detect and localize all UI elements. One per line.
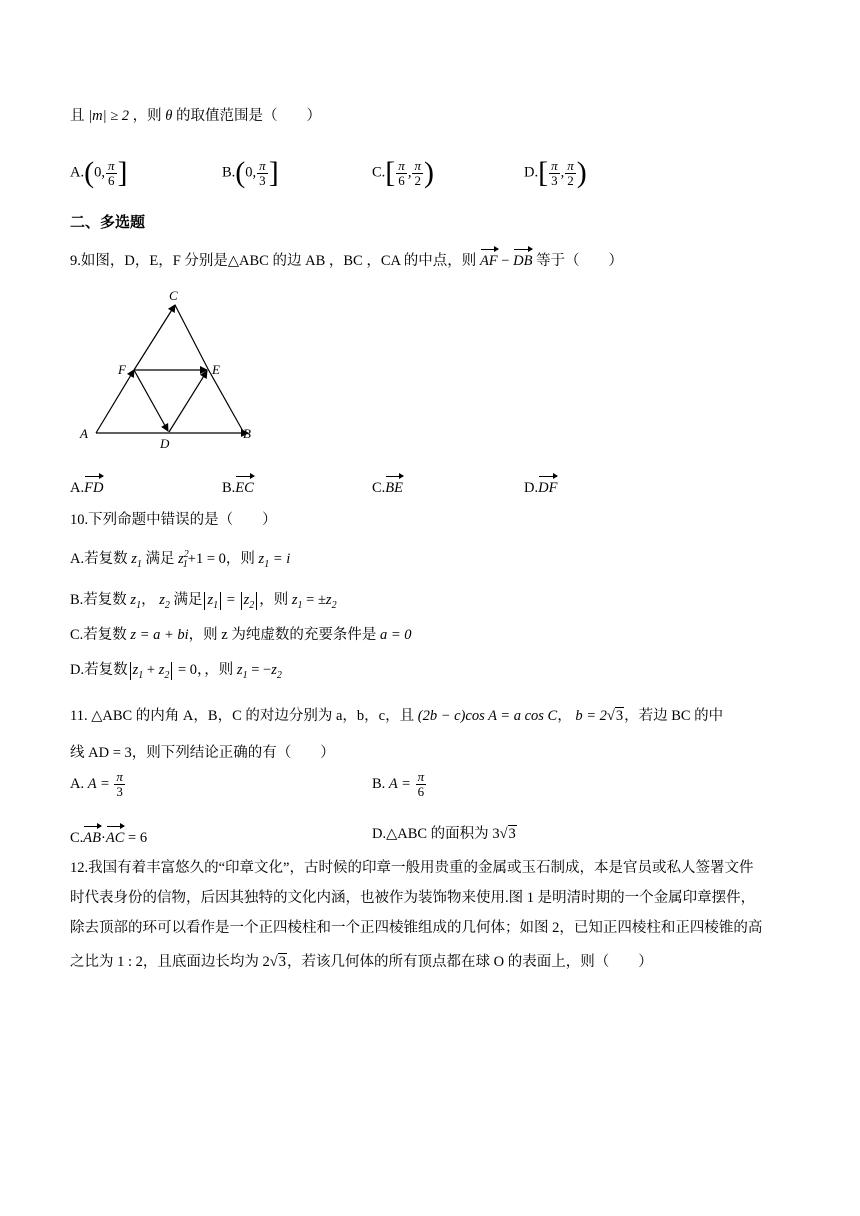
z2: $z_2$ — [271, 662, 282, 681]
q12-text: ，若该几何体的所有顶点都在球 O 的表面上，则（ ） — [287, 954, 653, 970]
ratio: 1 : 2 — [117, 954, 143, 970]
option-label: D. — [524, 480, 539, 496]
label-b: B — [243, 426, 251, 441]
q11-option-c[interactable] — [70, 824, 147, 848]
q11-equation: (2b − c)cos A = a cos C — [417, 708, 558, 724]
numerator: π — [414, 157, 421, 173]
denominator: 3 — [551, 172, 558, 188]
q9-option-a[interactable] — [70, 474, 103, 498]
denominator: 2 — [567, 172, 574, 188]
q12-text: 之比为 — [70, 954, 114, 970]
abs-bar — [204, 592, 205, 610]
segment-af — [96, 370, 134, 433]
vector-ac: AC — [106, 824, 125, 848]
q8-option-c[interactable]: C.[ $\frac{\pi}{6}$ , $\frac{\pi}{2}$ ) — [372, 156, 434, 189]
q8-condition: |m| ≥ 2 — [88, 108, 130, 124]
close-bracket: ] — [117, 156, 128, 189]
q9-number: 9. — [70, 253, 81, 269]
option-label: D. — [524, 164, 539, 181]
open-bracket: [ — [385, 156, 396, 189]
option-text: ，则 — [259, 592, 289, 608]
option-text: ，则 — [204, 662, 234, 678]
dot-product: · — [101, 830, 106, 846]
open-paren: ( — [84, 156, 95, 189]
vector-af: AF — [480, 247, 498, 271]
side-coefficient: 2 — [262, 954, 270, 970]
q8-option-b[interactable]: B.(0, $\frac{\pi}{3}$ ] — [222, 156, 279, 189]
numerator: π — [107, 157, 115, 173]
segment-eb — [208, 369, 244, 433]
option-label: C. — [372, 164, 386, 181]
q9-text: 如图，D，E，F 分别是△ABC 的边 AB ，BC ，CA 的中点，则 — [80, 253, 477, 269]
sqrt-sign: √ — [606, 708, 615, 724]
area-coefficient: 3 — [492, 826, 500, 842]
z2: $z_2$ — [158, 662, 170, 681]
denominator: 2 — [414, 172, 421, 188]
sqrt-radicand: 3 — [508, 826, 516, 842]
section-title: 二、多选题 — [70, 213, 146, 231]
abs-bar — [256, 592, 257, 610]
interval-low: 0 — [94, 164, 102, 181]
option-label: A. — [70, 775, 85, 792]
z1: $z_1$ — [291, 592, 303, 611]
q8-option-d[interactable]: D.[ $\frac{\pi}{3}$ , $\frac{\pi}{2}$ ) — [524, 156, 587, 189]
numerator: π — [567, 157, 574, 173]
q11-stem-line1 — [70, 706, 723, 726]
q8-stem-prefix: 且 — [70, 108, 85, 124]
fraction — [549, 159, 560, 188]
q9-stem — [70, 247, 623, 271]
option-text: D.△ABC 的面积为 — [372, 826, 489, 842]
q8-stem — [70, 106, 321, 126]
option-label: C. — [70, 830, 84, 846]
segment-fc — [134, 305, 175, 370]
segment-fd — [134, 370, 168, 431]
q9-option-b[interactable] — [222, 474, 254, 498]
fraction — [114, 770, 125, 799]
close-bracket: ] — [268, 156, 279, 189]
fraction — [396, 159, 407, 188]
q9-option-d[interactable] — [524, 474, 557, 498]
denominator: 6 — [398, 172, 405, 188]
option-label: A. — [70, 480, 85, 496]
z1: $z_1$ — [236, 662, 248, 681]
result: a = 0 — [379, 627, 412, 643]
label-e: E — [212, 362, 220, 377]
abs-bar — [241, 592, 242, 610]
q9-text-end: 等于（ ） — [536, 253, 624, 269]
q8-theta: θ — [165, 108, 173, 124]
segment-de — [169, 371, 207, 432]
option-label: B. — [222, 164, 236, 181]
option-expr: A = — [87, 775, 110, 792]
option-text: 满足 — [145, 550, 175, 567]
q12-line3: 除去顶部的环可以看作是一个正四棱柱和一个正四棱锥组成的几何体；如图 2，已知正四棱柱和正四棱锥的高 — [70, 920, 763, 936]
fraction — [416, 770, 427, 799]
z2: $z_2$ — [325, 592, 337, 611]
z1: $z_1$ — [258, 550, 270, 570]
numerator: π — [417, 769, 425, 784]
q11-text: 11. △ABC 的内角 A，B，C 的对边分别为 a，b，c，且 — [70, 708, 415, 724]
open-bracket: [ — [538, 156, 549, 189]
z1: $z_1$ — [130, 592, 142, 611]
q12-text: ，且底面边长均为 — [142, 954, 259, 970]
option-label: C. — [372, 480, 386, 496]
q8-option-a[interactable]: A.(0, $\frac{\pi}{6}$ ] — [70, 156, 128, 189]
label-f: F — [118, 362, 126, 377]
vector-ab: AB — [83, 824, 101, 848]
q12-line1: 12.我国有着丰富悠久的“印章文化”，古时候的印章一般用贵重的金属或玉石制成，本是官员或私人签署文件 — [70, 860, 754, 876]
option-text: A.若复数 — [70, 550, 128, 567]
label-c: C — [169, 288, 178, 303]
result: = ± — [306, 592, 326, 608]
fraction — [412, 159, 423, 188]
q8-stem-mid: ，则 — [132, 108, 162, 124]
sqrt-sign: √ — [269, 954, 278, 970]
close-paren: ) — [423, 156, 434, 189]
option-text: D.若复数 — [70, 662, 128, 678]
option-text: 满足 — [173, 592, 203, 608]
q10-option-d[interactable]: D.若复数 $z_1 + z_2 = 0$，，则 $z_1 = -z_2$ — [70, 662, 282, 681]
complex-expr: z = a + bi — [130, 627, 189, 643]
z1: $z_1$ — [207, 592, 219, 611]
numerator: π — [116, 769, 123, 784]
q10-option-c[interactable] — [70, 625, 412, 645]
q11-text: ，若边 BC 的中 — [624, 708, 724, 724]
numerator: π — [551, 157, 558, 173]
option-expr: A = — [388, 775, 411, 792]
fraction — [106, 159, 117, 188]
z2: $z_2$ — [159, 592, 170, 611]
equation: +1 = 0 — [187, 550, 226, 567]
abs-bar — [220, 592, 221, 610]
q11-stem-line2: 线 AD = 3，则下列结论正确的有（ ） — [70, 745, 335, 761]
equation: = 6 — [128, 830, 148, 846]
vector-db: DB — [513, 247, 532, 271]
option-text: C.若复数 — [70, 627, 127, 643]
q12-line2: 时代表身份的信物，后因其独特的文化内涵，也被作为装饰物来使用.图 1 是明清时期的一个金属印章摆件， — [70, 890, 756, 906]
denominator: 6 — [417, 784, 425, 799]
abs-bar — [171, 662, 172, 680]
open-paren: ( — [235, 156, 246, 189]
vector: EC — [235, 474, 254, 498]
q10-option-a[interactable] — [70, 545, 290, 575]
q9-option-c[interactable] — [372, 474, 403, 498]
numerator: π — [398, 157, 405, 173]
q10-stem: 10.下列命题中错误的是（ ） — [70, 512, 277, 528]
option-label: A. — [70, 164, 85, 181]
sqrt-radicand: 3 — [278, 954, 286, 970]
option-text: B.若复数 — [70, 592, 127, 608]
option-text: ，则 z 为纯虚数的充要条件是 — [188, 627, 377, 643]
label-a: A — [80, 426, 88, 441]
q10-option-b[interactable]: B.若复数 $z_1$， $z_2$ 满足 $z_1 = z_2$ ，则 $z_1 = \pm z_2$ — [70, 592, 337, 611]
fraction — [257, 159, 268, 188]
option-label: B. — [222, 480, 236, 496]
result: = − — [251, 662, 272, 678]
z1: $z_1$ — [131, 550, 142, 570]
q11-b-value: b = 2 — [575, 708, 607, 724]
equation: = 0 — [177, 662, 198, 678]
vector: DF — [538, 474, 557, 498]
denominator: 3 — [116, 784, 123, 799]
z2: $z_2$ — [243, 592, 255, 611]
q11-option-a[interactable] — [70, 770, 126, 799]
z1: $z_1$ — [132, 662, 144, 681]
option-text: ，则 — [225, 550, 255, 567]
q11-option-d[interactable] — [372, 824, 517, 844]
result: = i — [272, 550, 291, 567]
numerator: π — [259, 157, 266, 173]
abs-bar — [130, 662, 131, 680]
segment-ce — [175, 305, 208, 369]
triangle-figure — [70, 282, 270, 454]
option-label: B. — [372, 775, 386, 792]
q8-stem-suffix: 的取值范围是（ ） — [176, 108, 322, 124]
fraction — [565, 159, 576, 188]
denominator: 6 — [107, 172, 115, 188]
sqrt-radicand: 3 — [615, 708, 624, 724]
sqrt-sign: √ — [499, 826, 508, 842]
label-d: D — [160, 436, 170, 451]
minus-sign: − — [501, 253, 510, 269]
vector: FD — [84, 474, 103, 498]
interval-low: 0 — [245, 164, 253, 181]
vector: BE — [385, 474, 403, 498]
q12-line4 — [70, 952, 653, 972]
q11-option-b[interactable] — [372, 770, 427, 799]
close-paren: ) — [576, 156, 587, 189]
q11-text: ， — [557, 708, 572, 724]
denominator: 3 — [259, 172, 266, 188]
z1-squared: $z^2_1$ — [178, 549, 189, 570]
